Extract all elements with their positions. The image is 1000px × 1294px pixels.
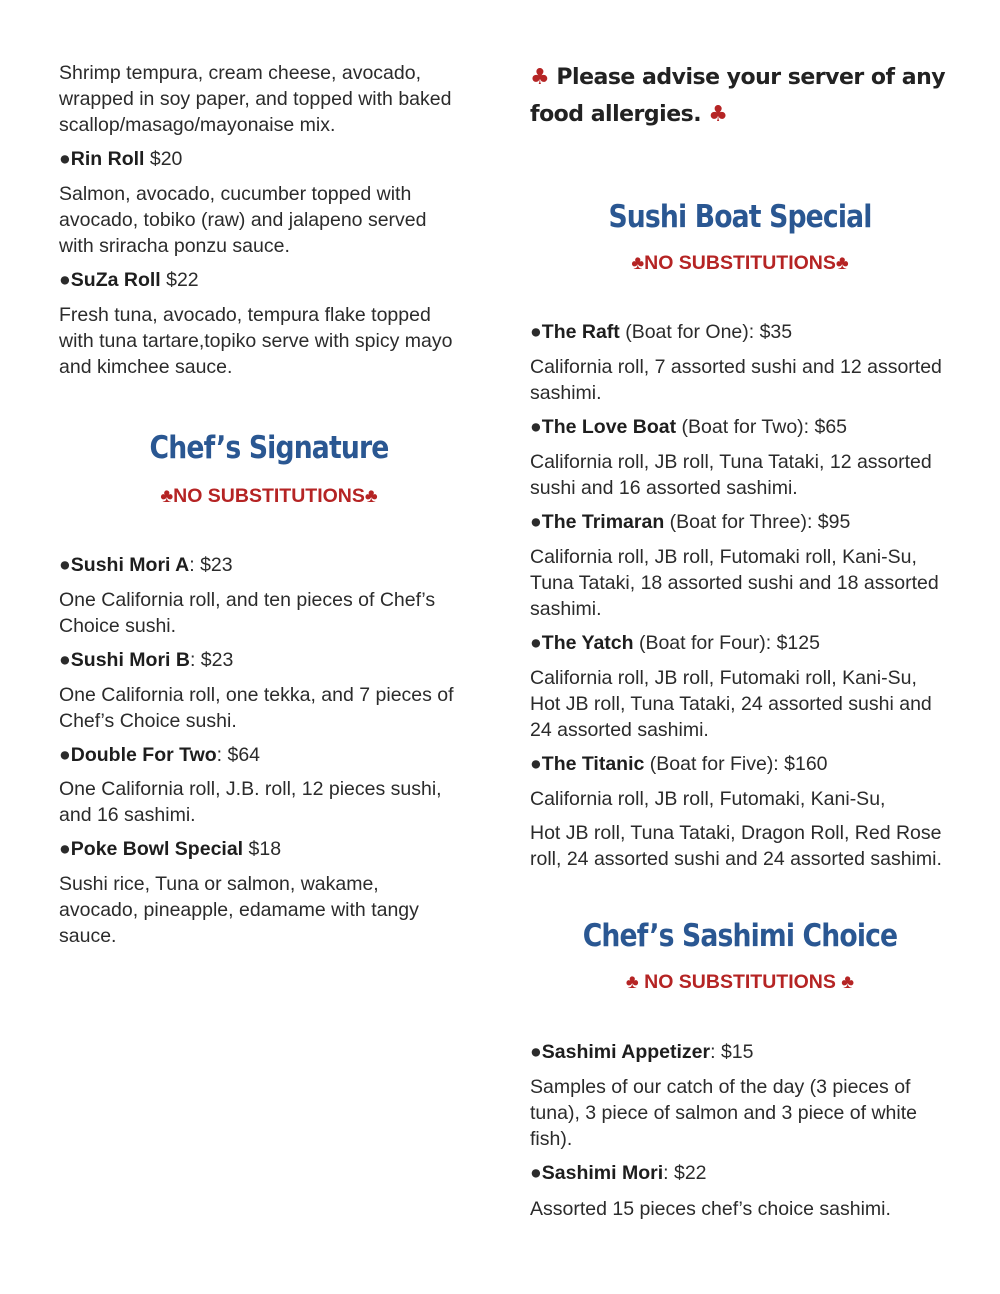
no-substitutions-note: ♣NO SUBSTITUTIONS♣ [631,252,849,274]
item-description: California roll, JB roll, Futomaki roll, Kani-Su, Tuna Tataki, 18 assorted sushi and 18 assorted sashimi. [530,546,939,620]
item-description: California roll, 7 assorted sushi and 12 assorted sashimi. [530,356,942,404]
bullet: ● [530,321,542,343]
bullet: ● [59,269,71,291]
menu-item-sashimi-appetizer [530,1039,753,1065]
bullet: ● [530,1162,542,1184]
item-name: The Love Boat [541,416,677,438]
club-icon: ♣ [364,485,378,507]
item-description: Salmon, avocado, cucumber topped with avocado, tobiko (raw) and jalapeno served with sriracha ponzu sauce. [59,183,427,257]
bullet: ● [59,744,71,766]
section-title: Sushi Boat Special [608,199,872,235]
item-price: : $22 [663,1162,707,1184]
menu-item-the-titanic [530,751,828,777]
item-description: Assorted 15 pieces chef’s choice sashimi. [530,1198,891,1220]
bullet: ● [59,148,71,170]
bullet: ● [530,753,542,775]
item-name: The Raft [541,321,620,343]
item-description: California roll, JB roll, Futomaki, Kani-Su, [530,788,886,810]
item-name: Sashimi Appetizer [541,1041,711,1063]
menu-item-the-raft [530,319,792,345]
item-price: (Boat for One): $35 [619,321,793,343]
item-name: Sushi Mori A [70,554,190,576]
item-price: $18 [243,838,282,860]
item-description: Shrimp tempura, cream cheese, avocado, wrapped in soy paper, and topped with baked scallop/masago/mayonaise mix. [59,62,452,136]
item-name: Poke Bowl Special [70,838,244,860]
allergy-notice: ♣ Please advise your server of any food allergies. ♣ [530,65,946,127]
item-name: Double For Two [70,744,217,766]
item-description: Fresh tuna, avocado, tempura flake topped with tuna tartare,topiko serve with spicy mayo and kimchee sauce. [59,304,453,378]
item-description: Samples of our catch of the day (3 pieces of tuna), 3 piece of salmon and 3 piece of white fish). [530,1076,917,1150]
item-price: : $23 [189,554,233,576]
menu-item-the-love-boat [530,414,847,440]
bullet: ● [530,416,542,438]
item-name: Sashimi Mori [541,1162,664,1184]
section-title: Chef’s Signature [149,430,389,466]
menu-item-the-yatch [530,630,820,656]
item-name: SuZa Roll [70,269,161,291]
item-description: One California roll, J.B. roll, 12 pieces sushi, and 16 sashimi. [59,778,442,826]
item-price: $22 [160,269,199,291]
bullet: ● [530,1041,542,1063]
menu-item-poke-bowl-special [59,836,281,862]
item-name: The Titanic [541,753,645,775]
item-description: Hot JB roll, Tuna Tataki, Dragon Roll, Red Rose roll, 24 assorted sushi and 24 assorted sashimi. [530,822,942,870]
item-price: (Boat for Five): $160 [644,753,828,775]
no-substitutions-note: ♣ NO SUBSTITUTIONS ♣ [625,971,855,993]
item-price: (Boat for Four): $125 [633,632,820,654]
club-icon: ♣ [625,971,639,993]
menu-item-double-for-two [59,742,260,768]
item-name: The Trimaran [541,511,665,533]
item-name: The Yatch [541,632,634,654]
item-description: One California roll, and ten pieces of Chef’s Choice sushi. [59,589,436,637]
bullet: ● [59,554,71,576]
item-name: Rin Roll [70,148,145,170]
menu-item-sushi-mori-b [59,647,233,673]
bullet: ● [530,511,542,533]
item-description: Sushi rice, Tuna or salmon, wakame, avocado, pineapple, edamame with tangy sauce. [59,873,419,947]
bullet: ● [530,632,542,654]
menu-item-the-trimaran [530,509,850,535]
club-icon: ♣ [708,102,728,127]
no-substitutions-note: ♣NO SUBSTITUTIONS♣ [160,485,378,507]
item-name: Sushi Mori B [70,649,190,671]
item-price: (Boat for Three): $95 [664,511,851,533]
item-description: California roll, JB roll, Tuna Tataki, 12 assorted sushi and 16 assorted sashimi. [530,451,932,499]
menu-item-sashimi-mori [530,1160,707,1186]
item-price: $20 [144,148,183,170]
item-description: One California roll, one tekka, and 7 pieces of Chef’s Choice sushi. [59,684,454,732]
club-icon: ♣ [835,252,849,274]
club-icon: ♣ [631,252,645,274]
menu-item-sushi-mori-a [59,552,233,578]
club-icon: ♣ [160,485,174,507]
item-price: : $64 [216,744,261,766]
item-price: (Boat for Two): $65 [676,416,848,438]
item-price: : $15 [710,1041,754,1063]
section-title: Chef’s Sashimi Choice [582,918,898,954]
bullet: ● [59,838,71,860]
menu-item-suza-roll [59,267,199,293]
club-icon: ♣ [530,65,550,90]
item-description: California roll, JB roll, Futomaki roll, Kani-Su, Hot JB roll, Tuna Tataki, 24 assorted sushi and 24 assorted sashimi. [530,667,932,741]
bullet: ● [59,649,71,671]
menu-item-rin-roll [59,146,182,172]
item-price: : $23 [189,649,234,671]
club-icon: ♣ [841,971,855,993]
